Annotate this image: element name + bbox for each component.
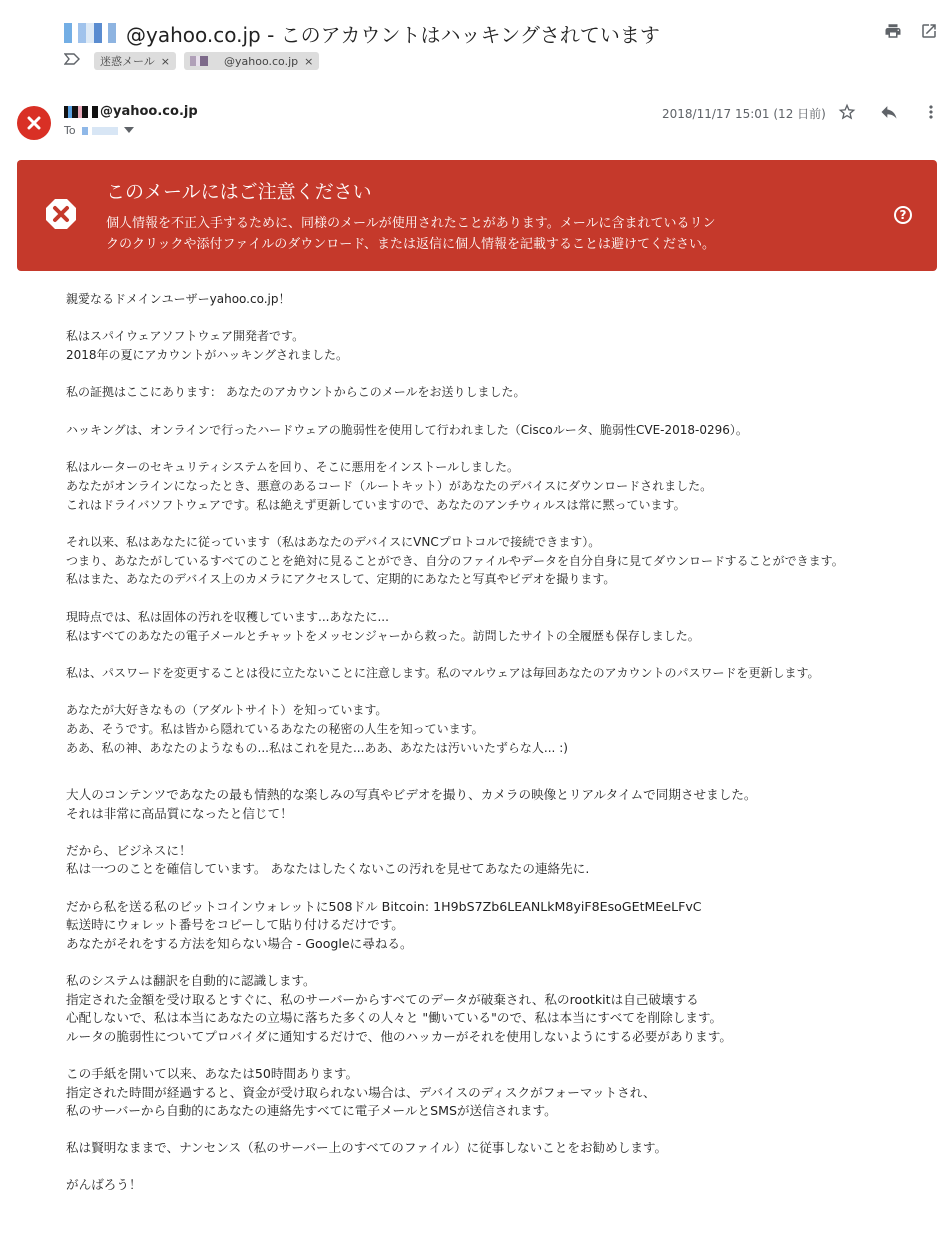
body-line: 私はルーターのセキュリティシステムを回り、そこに悪用をインストールしました。: [66, 460, 520, 475]
help-icon[interactable]: ?: [894, 206, 912, 224]
body-paragraph: [66, 533, 926, 589]
body-line: 大人のコンテンツであなたの最も情熱的な楽しみの写真やビデオを撮り、カメラの映像とリアルタイムで同期させました。: [66, 787, 757, 802]
label-chip-spam[interactable]: [94, 52, 176, 70]
body-line: ああ、そうです。私は皆から隠れているあなたの秘密の人生を知っています。: [66, 722, 484, 737]
body-line: 私の証拠はここにあります： あなたのアカウントからこのメールをお送りしました。: [66, 385, 526, 400]
body-line: これはドライバソフトウェアです。私は絶えず更新していますので、あなたのアンチウィルスは常に黙っています。: [66, 497, 686, 512]
redacted-address: [64, 106, 98, 118]
body-line: 私はまた、あなたのデバイス上のカメラにアクセスして、定期的にあなたと写真やビデオを撮ります。: [66, 572, 616, 587]
body-paragraph: [66, 458, 926, 514]
body-paragraph: [66, 972, 926, 1046]
body-line: 私はスパイウェアソフトウェア開発者です。: [66, 329, 305, 344]
body-line: 私は、パスワードを変更することは役に立たないことに注意します。私のマルウェアは毎回あなたのアカウントのパスワードを更新します。: [66, 665, 820, 680]
star-icon[interactable]: [837, 102, 857, 127]
body-line: 私のサーバーから自動的にあなたの連絡先すべてに電子メールとSMSが送信されます。: [66, 1103, 557, 1119]
body-line: だから、ビジネスに！: [66, 842, 192, 858]
warning-title: このメールにはご注意ください: [106, 181, 372, 203]
more-vert-icon[interactable]: [921, 102, 941, 127]
body-paragraph: [66, 701, 926, 757]
header-actions: [884, 22, 938, 45]
email-subject: @yahoo.co.jp - このアカウントはハッキングされています: [126, 22, 660, 47]
close-icon[interactable]: ×: [304, 54, 314, 68]
body-line: ハッキングは、オンラインで行ったハードウェアの脆弱性を使用して行われました（Ciscoルータ、脆弱性CVE-2018-0296）。: [66, 422, 748, 437]
body-paragraph: [66, 383, 926, 402]
body-line: 2018年の夏にアカウントがハッキングされました。: [66, 348, 349, 363]
label-chip-text: @yahoo.co.jp: [224, 54, 299, 68]
body-line: 私のシステムは翻訳を自動的に認識します。: [66, 972, 316, 988]
message-date: 2018/11/17 15:01 (12 日前): [662, 107, 826, 121]
body-paragraph: [66, 608, 926, 645]
warning-body: [106, 213, 806, 255]
body-line: あなたがそれをする方法を知らない場合 - Googleに尋ねる。: [66, 935, 413, 951]
body-paragraph: [66, 842, 926, 879]
label-row: [64, 51, 319, 71]
body-paragraph: [66, 898, 926, 954]
body-paragraph: [66, 786, 926, 823]
sender-address[interactable]: [64, 104, 198, 119]
label-chip-text: 迷惑メール: [100, 55, 155, 68]
recipient-row[interactable]: [64, 124, 134, 137]
warning-line: クのクリックや添付ファイルのダウンロード、または返信に個人情報を記載することは避けてください。: [106, 237, 716, 252]
body-paragraph: [66, 421, 926, 440]
body-line: 現時点では、私は固体の汚れを収穫しています...あなたに...: [66, 609, 389, 624]
subject-row: [64, 16, 824, 50]
body-paragraph: [66, 327, 926, 364]
redacted-address: [64, 23, 122, 43]
body-paragraph: [66, 1139, 926, 1158]
body-line: あなたがオンラインになったとき、悪意のあるコード（ルートキット）があなたのデバイスにダウンロードされました。: [66, 478, 713, 493]
body-paragraph: [66, 1065, 926, 1121]
body-line: 私はすべてのあなたの電子メールとチャットをメッセンジャーから救った。訪問したサイトの全履歴も保存しました。: [66, 628, 700, 643]
body-paragraph: [66, 1176, 926, 1195]
warning-line: 個人情報を不正入手するために、同様のメールが使用されたことがあります。メールに含まれているリン: [106, 216, 716, 231]
reply-icon[interactable]: [879, 102, 899, 127]
error-octagon-icon: [44, 197, 78, 231]
body-line: だから私を送る私のビットコインウォレットに508ドル Bitcoin: 1H9bS7Zb6LEANLkM8yiF8EsoGEtMEeLFvC: [66, 898, 702, 914]
print-icon[interactable]: [884, 22, 902, 45]
body-line: 指定された時間が経過すると、資金が受け取られない場合は、デバイスのディスクがフォーマットされ、: [66, 1084, 656, 1100]
body-line: がんばろう！: [66, 1177, 142, 1193]
message-actions: [837, 102, 941, 127]
sender-text: @yahoo.co.jp: [100, 104, 198, 119]
label-chip-address[interactable]: [184, 52, 319, 70]
body-line: つまり、あなたがしているすべてのことを絶対に見ることができ、自分のファイルやデータを自分自身に見てダウンロードすることができます。: [66, 553, 844, 568]
body-line: それは非常に高品質になったと信じて！: [66, 805, 293, 821]
body-line: ああ、私の神、あなたのようなもの...私はこれを見た...ああ、あなたは汚いいたずらな人... :): [66, 740, 568, 755]
body-line: この手紙を開いて以来、あなたは50時間あります。: [66, 1065, 359, 1081]
redacted-address: [190, 56, 218, 66]
body-line: 親愛なるドメインユーザーyahoo.co.jp！: [66, 292, 291, 306]
sender-avatar: [17, 106, 51, 140]
body-line: 私は賢明なままで、ナンセンス（私のサーバー上のすべてのファイル）に従事しないことをお勧めします。: [66, 1140, 668, 1156]
body-line: 転送時にウォレット番号をコピーして貼り付けるだけです。: [66, 917, 404, 933]
body-line: 指定された金額を受け取るとすぐに、私のサーバーからすべてのデータが破棄され、私のrootkitは自己破壊する: [66, 991, 699, 1007]
close-icon[interactable]: ×: [160, 54, 170, 68]
message-body-upper: [66, 290, 926, 776]
body-line: ルータの脆弱性についてプロバイダに通知するだけで、他のハッカーがそれを使用しないようにする必要があります。: [66, 1028, 732, 1044]
body-line: あなたが大好きなもの（アダルトサイト）を知っています。: [66, 703, 388, 718]
body-paragraph: [66, 290, 926, 309]
body-line: 心配しないで、私は本当にあなたの立場に落ちた多くの人々と "働いている"ので、私は本当にすべてを削除します。: [66, 1010, 723, 1026]
to-label: To: [64, 124, 76, 137]
message-body-lower: [66, 786, 926, 1214]
spam-warning-banner: [17, 160, 937, 271]
body-line: 私は一つのことを確信しています。 あなたはしたくないこの汚れを見せてあなたの連絡先に.: [66, 861, 590, 877]
chevron-down-icon[interactable]: [124, 126, 134, 136]
open-in-new-icon[interactable]: [920, 22, 938, 45]
body-line: それ以来、私はあなたに従っています（私はあなたのデバイスにVNCプロトコルで接続できます）。: [66, 535, 601, 550]
label-arrow-icon: [64, 53, 80, 69]
body-paragraph: [66, 664, 926, 683]
redacted-address: [82, 127, 118, 135]
